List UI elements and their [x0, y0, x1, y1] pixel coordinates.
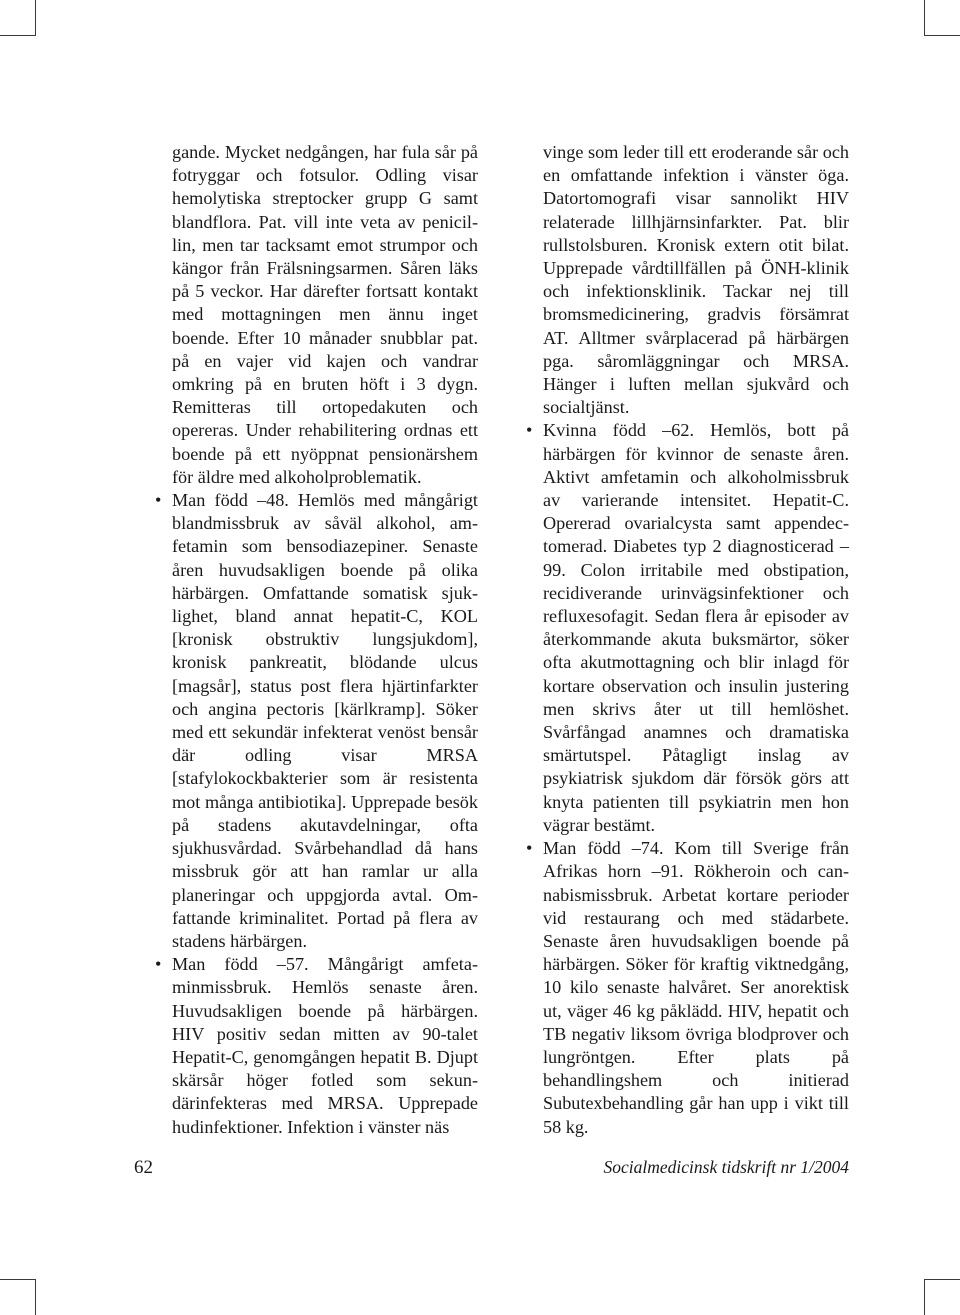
right-column: [543, 141, 849, 1139]
journal-footer: Socialmedicinsk tidskrift nr 1/2004: [603, 1157, 849, 1177]
case-man-48: • Man född –48. Hemlös med mångårigt blandmissbruk av såväl alkohol, amfetamin som bensodiazepiner. Senaste åren huvudsakligen boende på olika härbärgen. Omfattande somatisk sjuklighet, bland annat hepatit-C, KOL [kronisk obstruktiv lungsjukdom], kronisk pankreatit, blödande ulcus [magsår], status post flera hjärtinfarkter och angina pectoris [kärlkramp]. Söker med ett sekundär infekterat venöst bensår där odling visar MRSA [stafylokockbakterier som är resistenta mot många antibiotika]. Upprepade besök på stadens akutavdelningar, ofta sjukhusvårdad. Svårbehandlad då hans missbruk gör att han ramlar ur alla planeringar och uppgjorda avtal. Omfattande kriminalitet. Portad på flera av stadens härbärgen.: [172, 489, 478, 953]
crop-mark-top-left-horizontal: [0, 35, 36, 36]
case-woman-62: • Kvinna född –62. Hemlös, bott på härbärgen för kvinnor de senaste åren. Aktivt amfetamin och alkoholmissbruk av varierande intensitet. Hepatit-C. Opererad ovarialcysta samt appendectomerad. Diabetes typ 2 diagnosticerad –99. Colon irritabile med obstipation, recidiverande urinvägsinfektioner och refluxesofagit. Sedan flera år episoder av återkommande akuta buksmärtor, söker ofta akutmottagning och blir inlagd för kortare observation och insulin justering men skrivs åter ut till hemlöshet. Svårfångad anamnes och dramatiska smärtutspel. Påtagligt inslag av psykiatrisk sjukdom där försök görs att knyta patienten till psykiatrin men hon vägrar bestämt.: [543, 419, 849, 837]
crop-mark-bottom-left-vertical: [35, 1279, 36, 1315]
left-column: [172, 141, 478, 1139]
crop-mark-bottom-right-horizontal: [924, 1279, 960, 1280]
crop-mark-bottom-right-vertical: [924, 1279, 925, 1315]
crop-mark-top-right-vertical: [924, 0, 925, 36]
case-man-57: • Man född –57. Mångårigt amfetaminmissbruk. Hemlös senaste åren. Huvudsakligen boende på härbärgen. HIV positiv sedan mitten av 90-talet Hepatit-C, genomgången hepatit B. Djupt skärsår höger fotled som sekundärinfekteras med MRSA. Upprepade hudinfektioner. Infektion i vänster näs: [172, 953, 478, 1139]
case-man-74: • Man född –74. Kom till Sverige från Afrikas horn –91. Rökheroin och cannabismissbruk. Arbetat kortare perioder vid restaurang och med städarbete. Senaste åren huvudsakligen boende på härbärgen. Söker för kraftig viktnedgång, 10 kilo senaste halvåret. Ser anorektisk ut, väger 46 kg påklädd. HIV, hepatit och TB negativ liksom övriga blodprover och lungröntgen. Efter plats på behandlingshem och initierad Subutexbehandling går han upp i vikt till 58 kg.: [543, 837, 849, 1139]
page-number: 62: [134, 1157, 153, 1178]
continuation-paragraph: vinge som leder till ett eroderande sår och en omfattande infektion i vänster öga. Datortomografi visar sannolikt HIV relaterade lillhjärnsinfarkter. Pat. blir rullstolsburen. Kronisk extern otit bilat. Upprepade vårdtillfällen på ÖNH-klinik och infektionsklinik. Tackar nej till bromsmedicinering, gradvis försämrat AT. Alltmer svårplacerad på härbärgen pga. såromläggningar och MRSA. Hänger i luften mellan sjukvård och socialtjänst.: [543, 142, 849, 418]
crop-mark-top-left-vertical: [35, 0, 36, 36]
crop-mark-top-right-horizontal: [924, 35, 960, 36]
crop-mark-bottom-left-horizontal: [0, 1279, 36, 1280]
intro-paragraph: gande. Mycket nedgången, har fula sår på fotryggar och fotsulor. Odling visar hemolytiska streptocker grupp G samt blandflora. Pat. vill inte veta av penicillin, men tar tacksamt emot strumpor och kängor från Frälsningsarmen. Såren läks på 5 veckor. Har därefter fortsatt kontakt med mottagningen men ännu inget boende. Efter 10 månader snubblar pat. på en vajer vid kajen och vandrar omkring på en bruten höft i 3 dygn. Remitteras till ortopedakuten och opereras. Under rehabilitering ordnas ett boende på ett nyöppnat pensionärshem för äldre med alkoholproblematik.: [172, 142, 478, 487]
